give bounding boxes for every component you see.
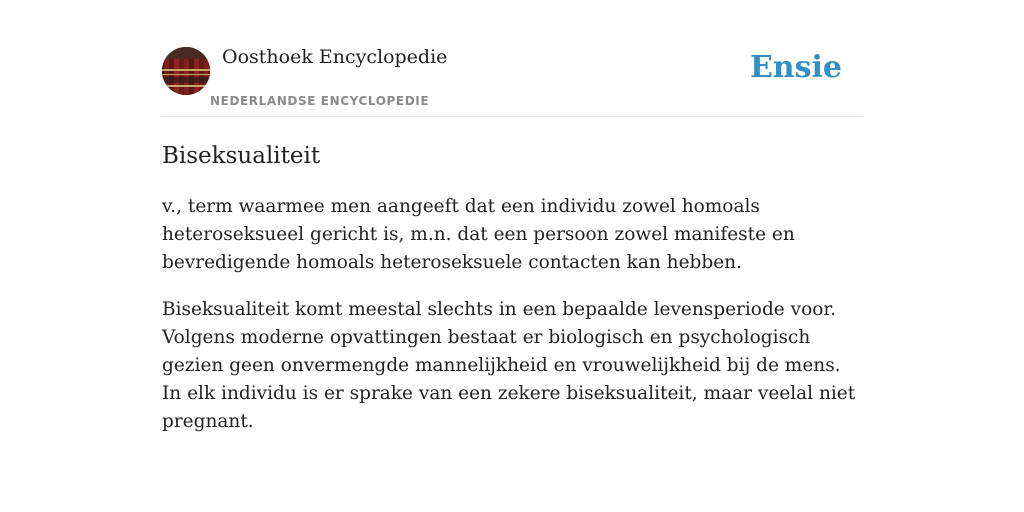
source-title[interactable]: Oosthoek Encyclopedie [222, 46, 448, 68]
entry-paragraph: v., term waarmee men aangeeft dat een individu zowel homoals heteroseksueel gericht is, m.n. dat een persoon zowel manifeste en bevredigende homoals heteroseksuele contacten kan hebben. [162, 196, 795, 273]
entry-body [162, 193, 862, 436]
source-avatar[interactable] [162, 47, 210, 95]
source-subtitle: NEDERLANDSE ENCYCLOPEDIE [210, 94, 430, 108]
entry-title: Biseksualiteit [162, 143, 321, 169]
source-header [162, 0, 862, 117]
ensie-logo-link[interactable]: Ensie [749, 50, 842, 85]
entry-card [162, 0, 862, 436]
encyclopedia-books-icon [162, 47, 210, 95]
entry-paragraph: Biseksualiteit komt meestal slechts in een bepaalde levensperiode voor. Volgens moderne opvattingen bestaat er biologisch en psychologisch gezien geen onvermengde mannelijkheid en vrouwelijkheid bij de mens. In elk individu is er sprake van een zekere biseksualiteit, maar veelal niet pregnant. [162, 299, 856, 432]
